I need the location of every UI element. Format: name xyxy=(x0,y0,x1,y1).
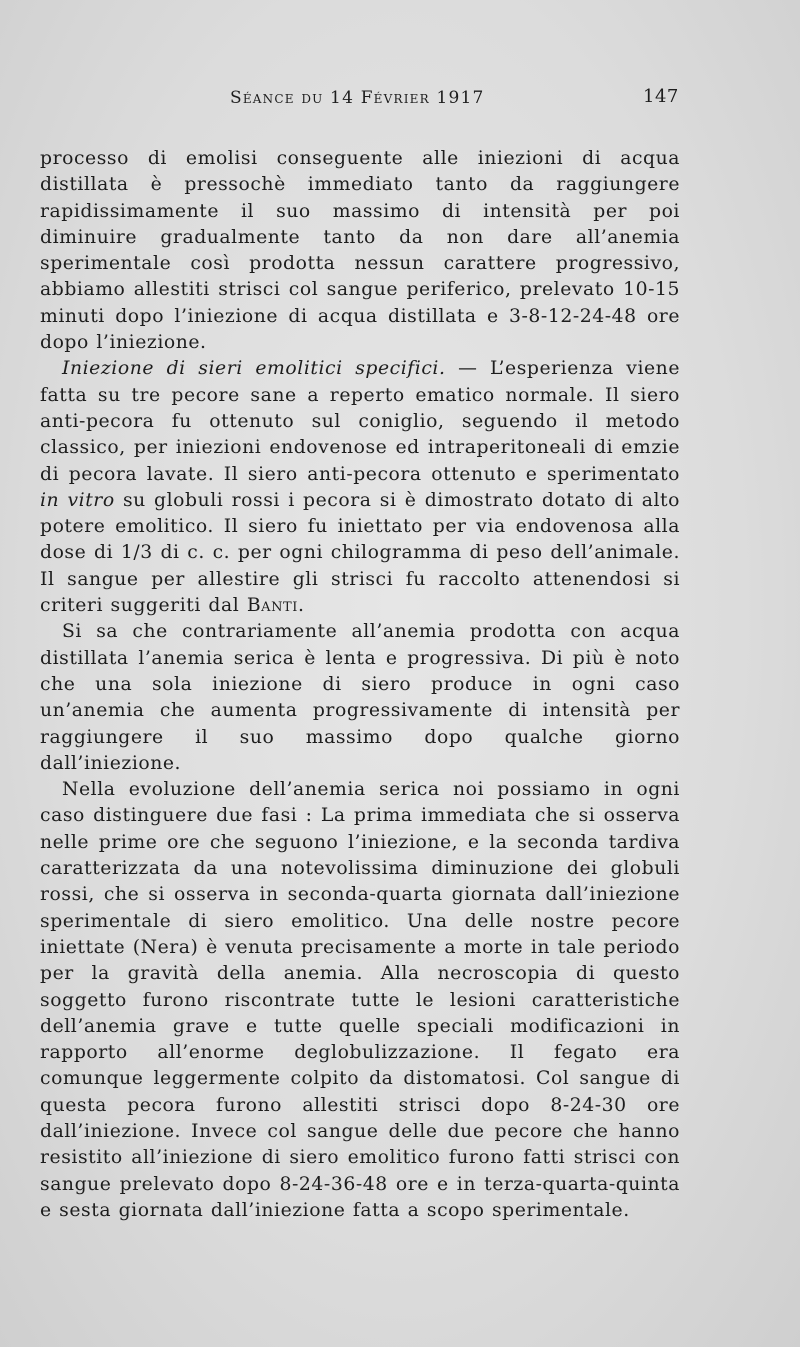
paragraph-2-text-a: — L’esperienza viene fatta su tre pecore sane a reperto ematico normale. Il siero anti-pecora fu ottenuto sul coniglio, seguendo il metodo classico, per iniezioni endovenose ed intraperitoneali di emzie di pecora lavate. Il siero anti-pecora ottenuto e sperimentato xyxy=(40,358,680,485)
paragraph-2 xyxy=(40,356,680,619)
page-number: 147 xyxy=(643,86,679,107)
running-head: Séance du 14 Février 1917 xyxy=(230,88,485,108)
paragraph-2-text-b: su globuli rossi i pecora si è dimostrato dotato di alto potere emolitico. Il siero fu iniettato per via endovenosa alla dose di 1/3 di c. c. per ogni chilogramma di peso dell’animale. Il sangue per allestire gli strisci fu raccolto attenendosi si criteri suggeriti dal xyxy=(40,489,680,617)
in-vitro-term: in vitro xyxy=(40,489,115,511)
author-name: Banti xyxy=(246,595,298,617)
body-text xyxy=(40,146,680,1224)
paragraph-2-end: . xyxy=(297,595,305,617)
section-title: Iniezione di sieri emolitici specifici. xyxy=(62,358,446,380)
paragraph-3: Si sa che contrariamente all’anemia prodotta con acqua distillata l’anemia serica è lenta e progressiva. Di più è noto che una sola iniezione di siero produce in ogni caso un’anemia che aumenta progressivamente di intensità per raggiungere il suo massimo dopo qualche giorno dall’iniezione. xyxy=(40,621,680,774)
page-header xyxy=(0,88,800,118)
paragraph-1: processo di emolisi conseguente alle iniezioni di acqua distillata è pressochè immediato tanto da raggiungere rapidissimamente il suo massimo di intensità per poi diminuire gradualmente tanto da non dare all’anemia sperimentale così prodotta nessun carattere progressivo, abbiamo allestiti strisci col sangue periferico, prelevato 10-15 minuti dopo l’iniezione di acqua distillata e 3-8-12-24-48 ore dopo l’iniezione. xyxy=(40,148,680,354)
paragraph-4: Nella evoluzione dell’anemia serica noi possiamo in ogni caso distinguere due fasi : La prima immediata che si osserva nelle prime ore che seguono l’iniezione, e la seconda tardiva caratterizzata da una notevolissima diminuzione dei globuli rossi, che si osserva in seconda-quarta giornata dall’iniezione sperimentale di siero emolitico. Una delle nostre pecore iniettate (Nera) è venuta precisamente a morte in tale periodo per la gravità della anemia. Alla necroscopia di questo soggetto furono riscontrate tutte le lesioni caratteristiche dell’anemia grave e tutte quelle speciali modificazioni in rapporto all’enorme deglobulizzazione. Il fegato era comunque leggermente colpito da distomatosi. Col sangue di questa pecora furono allestiti strisci dopo 8-24-30 ore dall’iniezione. Invece col sangue delle due pecore che hanno resistito all’iniezione di siero emolitico furono fatti strisci con sangue prelevato dopo 8-24-36-48 ore e in terza-quarta-quinta e sesta giornata dall’iniezione fatta a scopo sperimentale. xyxy=(40,779,680,1221)
